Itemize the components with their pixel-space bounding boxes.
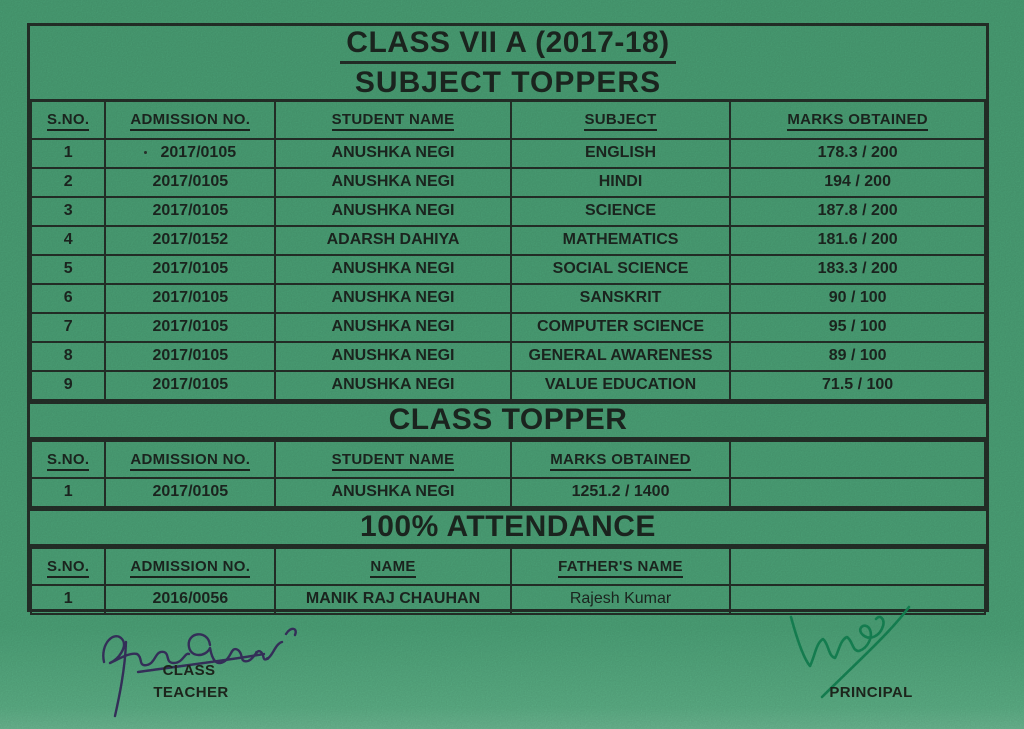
table-row bbox=[31, 371, 985, 400]
table-cell: 71.5 / 100 bbox=[730, 371, 985, 400]
class-teacher-label-line1: CLASS bbox=[162, 662, 216, 679]
table-row bbox=[31, 478, 985, 507]
page-subtitle: SUBJECT TOPPERS bbox=[354, 65, 662, 99]
results-table-frame bbox=[27, 23, 989, 612]
table-cell: 9 bbox=[31, 371, 105, 400]
table-row bbox=[31, 585, 985, 614]
column-header: SUBJECT bbox=[511, 101, 730, 139]
table-cell: 2017/0105 bbox=[105, 342, 275, 371]
table-cell: 7 bbox=[31, 313, 105, 342]
table-row bbox=[31, 255, 985, 284]
empty-cell bbox=[730, 441, 985, 478]
table-cell: 6 bbox=[31, 284, 105, 313]
class-topper-table bbox=[30, 440, 986, 508]
table-cell: 183.3 / 200 bbox=[730, 255, 985, 284]
table-cell: 2017/0105 bbox=[105, 284, 275, 313]
table-cell: ADARSH DAHIYA bbox=[275, 226, 511, 255]
table-row bbox=[31, 168, 985, 197]
table-cell: SANSKRIT bbox=[511, 284, 730, 313]
table-cell: 194 / 200 bbox=[730, 168, 985, 197]
table-cell: SCIENCE bbox=[511, 197, 730, 226]
table-cell: 2016/0056 bbox=[105, 585, 275, 614]
table-cell: VALUE EDUCATION bbox=[511, 371, 730, 400]
table-cell: 1251.2 / 1400 bbox=[511, 478, 730, 507]
table-row bbox=[31, 342, 985, 371]
table-cell: 1 bbox=[31, 139, 105, 168]
table-cell: 1 bbox=[31, 478, 105, 507]
column-header: ADMISSION NO. bbox=[105, 548, 275, 585]
empty-cell bbox=[730, 478, 985, 507]
table-cell: ANUSHKA NEGI bbox=[275, 255, 511, 284]
table-cell: ANUSHKA NEGI bbox=[275, 342, 511, 371]
table-cell: 4 bbox=[31, 226, 105, 255]
table-cell: ENGLISH bbox=[511, 139, 730, 168]
subject-toppers-header-row bbox=[31, 101, 985, 139]
column-header: NAME bbox=[275, 548, 511, 585]
column-header: STUDENT NAME bbox=[275, 101, 511, 139]
table-cell: MANIK RAJ CHAUHAN bbox=[275, 585, 511, 614]
table-cell: SOCIAL SCIENCE bbox=[511, 255, 730, 284]
column-header: S.NO. bbox=[31, 101, 105, 139]
table-cell: ANUSHKA NEGI bbox=[275, 168, 511, 197]
table-cell: GENERAL AWARENESS bbox=[511, 342, 730, 371]
column-header: FATHER'S NAME bbox=[511, 548, 730, 585]
table-row bbox=[31, 313, 985, 342]
page-title: CLASS VII A (2017-18) bbox=[340, 26, 675, 64]
table-cell: 2017/0105 bbox=[105, 139, 275, 168]
table-row bbox=[31, 284, 985, 313]
table-row bbox=[31, 197, 985, 226]
table-cell: COMPUTER SCIENCE bbox=[511, 313, 730, 342]
table-cell: 187.8 / 200 bbox=[730, 197, 985, 226]
table-cell: 2017/0105 bbox=[105, 478, 275, 507]
table-cell: ANUSHKA NEGI bbox=[275, 371, 511, 400]
table-cell: HINDI bbox=[511, 168, 730, 197]
table-cell: 2017/0105 bbox=[105, 168, 275, 197]
table-cell: ANUSHKA NEGI bbox=[275, 313, 511, 342]
table-cell: 2017/0105 bbox=[105, 313, 275, 342]
empty-cell bbox=[730, 548, 985, 585]
class-topper-band: CLASS TOPPER bbox=[30, 401, 986, 440]
table-cell: 5 bbox=[31, 255, 105, 284]
principal-label: PRINCIPAL bbox=[829, 684, 913, 701]
column-header: STUDENT NAME bbox=[275, 441, 511, 478]
attendance-header-row bbox=[31, 548, 985, 585]
ink-dots bbox=[255, 651, 275, 663]
attendance-table bbox=[30, 547, 986, 615]
table-cell: ANUSHKA NEGI bbox=[275, 197, 511, 226]
table-cell: ANUSHKA NEGI bbox=[275, 284, 511, 313]
column-header: ADMISSION NO. bbox=[105, 101, 275, 139]
table-cell: 2 bbox=[31, 168, 105, 197]
table-cell: 2017/0152 bbox=[105, 226, 275, 255]
table-cell: 2017/0105 bbox=[105, 197, 275, 226]
column-header: S.NO. bbox=[31, 441, 105, 478]
ink-dot bbox=[144, 151, 147, 154]
table-cell: 181.6 / 200 bbox=[730, 226, 985, 255]
subject-toppers-table bbox=[30, 99, 986, 401]
column-header: MARKS OBTAINED bbox=[511, 441, 730, 478]
column-header: S.NO. bbox=[31, 548, 105, 585]
table-cell: 89 / 100 bbox=[730, 342, 985, 371]
table-cell: 3 bbox=[31, 197, 105, 226]
table-row bbox=[31, 226, 985, 255]
table-cell: Rajesh Kumar bbox=[511, 585, 730, 614]
column-header: ADMISSION NO. bbox=[105, 441, 275, 478]
table-cell: ANUSHKA NEGI bbox=[275, 139, 511, 168]
class-teacher-label-line2: TEACHER bbox=[153, 684, 229, 701]
table-cell: 178.3 / 200 bbox=[730, 139, 985, 168]
table-cell: 90 / 100 bbox=[730, 284, 985, 313]
column-header: MARKS OBTAINED bbox=[730, 101, 985, 139]
table-cell: 1 bbox=[31, 585, 105, 614]
table-cell: MATHEMATICS bbox=[511, 226, 730, 255]
table-cell: 8 bbox=[31, 342, 105, 371]
table-cell: 95 / 100 bbox=[730, 313, 985, 342]
table-cell: ANUSHKA NEGI bbox=[275, 478, 511, 507]
attendance-band: 100% ATTENDANCE bbox=[30, 508, 986, 547]
class-topper-header-row bbox=[31, 441, 985, 478]
table-cell: 2017/0105 bbox=[105, 371, 275, 400]
title-block bbox=[30, 26, 986, 99]
table-cell: 2017/0105 bbox=[105, 255, 275, 284]
table-row bbox=[31, 139, 985, 168]
empty-cell bbox=[730, 585, 985, 614]
